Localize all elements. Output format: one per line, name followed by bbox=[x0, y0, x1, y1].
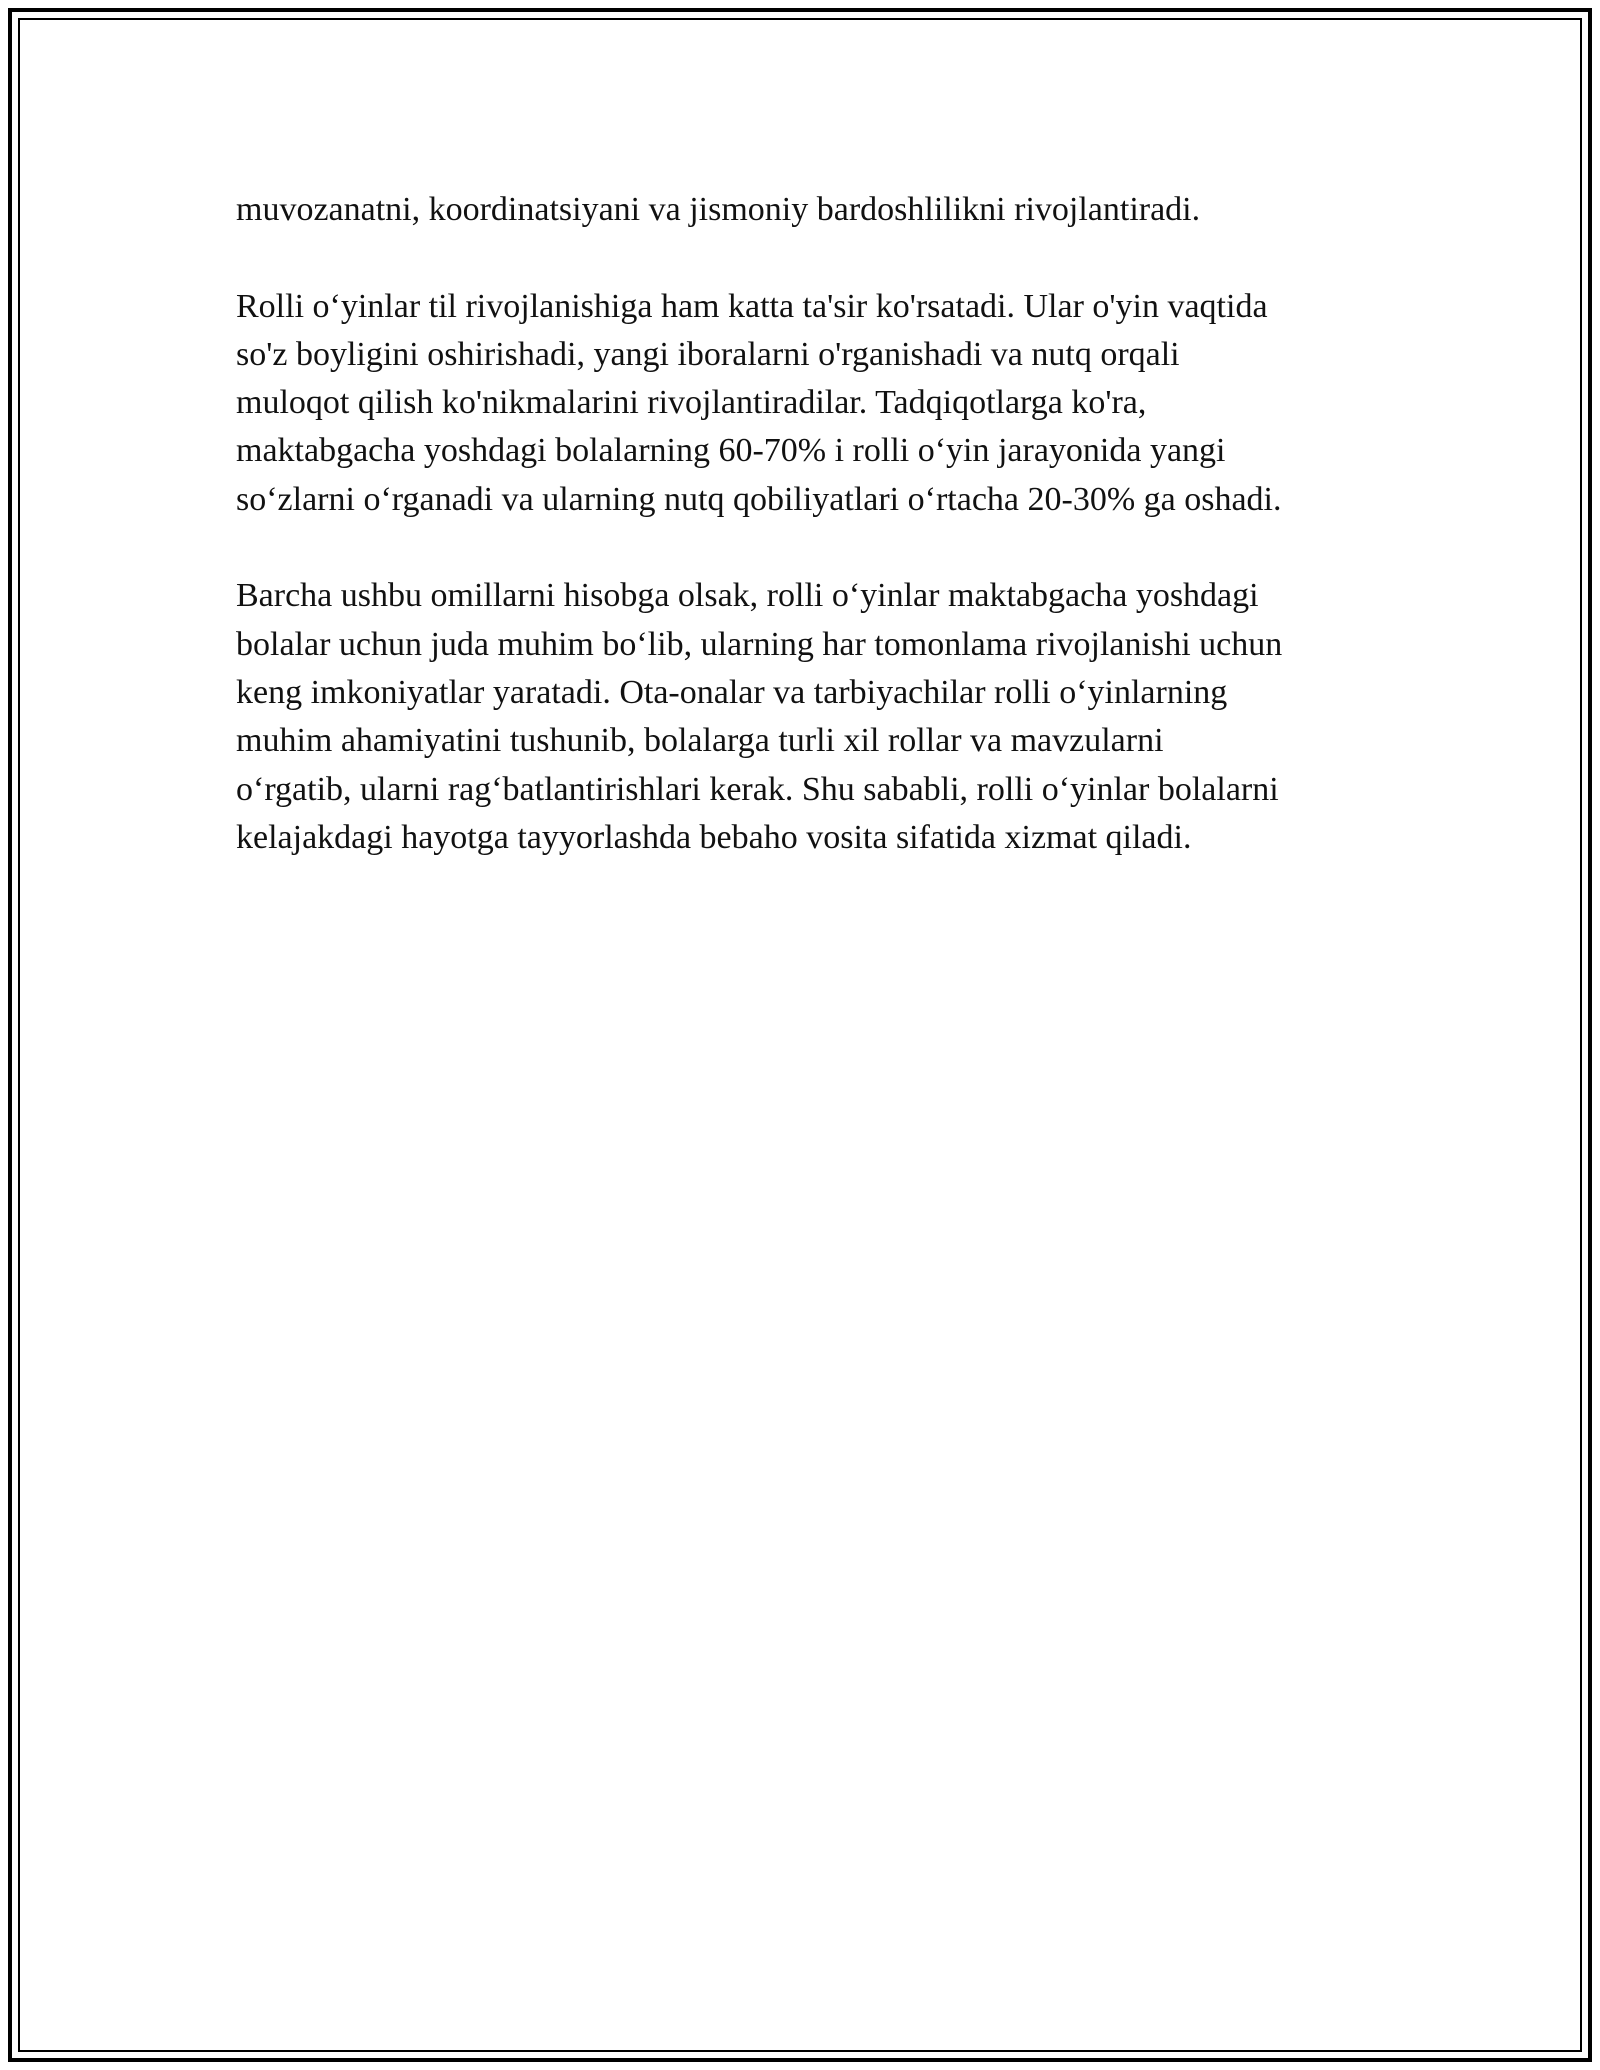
text-line: Barcha ushbu omillarni hisobga olsak, rolli o‘yinlar maktabgacha yoshdagi bbox=[236, 577, 1259, 615]
text-line: muhim ahamiyatini tushunib, bolalarga turli xil rollar va mavzularni bbox=[236, 722, 1164, 760]
text-line: muvozanatni, koordinatsiyani va jismoniy bardoshlilikni rivojlantiradi. bbox=[236, 191, 1201, 228]
text-line: so‘zlarni o‘rganadi va ularning nutq qobiliyatlari o‘rtacha 20-30% ga oshadi. bbox=[236, 480, 1282, 518]
text-line: keng imkoniyatlar yaratadi. Ota-onalar va tarbiyachilar rolli o‘yinlarning bbox=[236, 673, 1228, 711]
text-line: maktabgacha yoshdagi bolalarning 60-70% i rolli o‘yin jarayonida yangi bbox=[236, 432, 1226, 470]
paragraph-1 bbox=[236, 186, 1386, 234]
text-line: Rolli o‘yinlar til rivojlanishiga ham katta ta'sir ko'rsatadi. Ular o'yin vaqtida bbox=[236, 287, 1268, 325]
text-line: bolalar uchun juda muhim bo‘lib, ularning har tomonlama rivojlanishi uchun bbox=[236, 625, 1283, 663]
text-line: o‘rgatib, ularni rag‘batlantirishlari kerak. Shu sababli, rolli o‘yinlar bolalarni bbox=[236, 770, 1279, 808]
document-body bbox=[236, 186, 1386, 910]
text-line: kelajakdagi hayotga tayyorlashda bebaho vosita sifatida xizmat qiladi. bbox=[236, 818, 1192, 856]
paragraph-3 bbox=[236, 572, 1386, 862]
text-line: muloqot qilish ko'nikmalarini rivojlantiradilar. Tadqiqotlarga ko'ra, bbox=[236, 384, 1147, 422]
text-line: so'z boyligini oshirishadi, yangi iboralarni o'rganishadi va nutq orqali bbox=[236, 335, 1180, 373]
paragraph-2 bbox=[236, 283, 1386, 524]
